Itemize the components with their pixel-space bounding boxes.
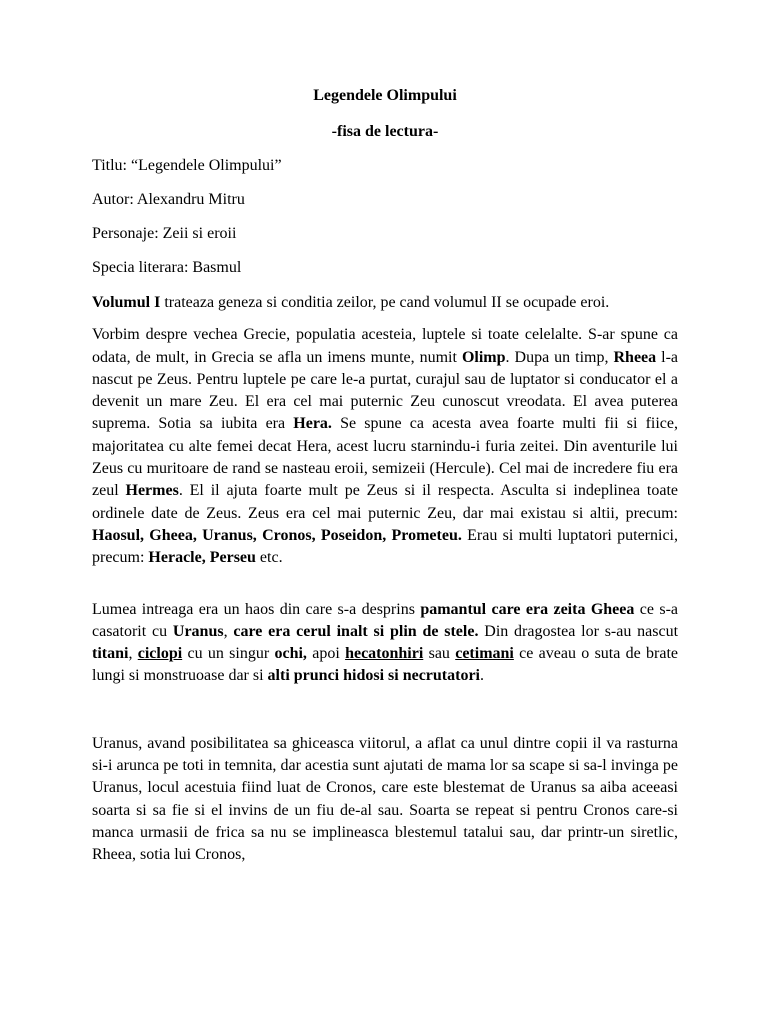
text-run: sau bbox=[423, 645, 456, 663]
paragraph-chaos-gheea bbox=[92, 599, 678, 688]
text-run: l-a nascut pe Zeus. Pentru luptele pe care le-a purtat, curajul sau de luptator si conducator el a devenit un mare Zeu. El era cel mai puternic Zeu cunoscut vreodata. El avea puterea suprema. Sotia sa iubita era bbox=[92, 348, 679, 433]
emphasized-text: Haosul, Gheea, Uranus, Cronos, Poseidon, Prometeu. bbox=[92, 526, 462, 544]
paragraph-uranus-cronos bbox=[92, 733, 678, 867]
paragraph-volume-intro bbox=[92, 292, 678, 314]
text-run: ce aveau o suta de brate lungi si monstruoase dar si bbox=[92, 645, 679, 685]
meta-author-line: Autor: Alexandru Mitru bbox=[92, 191, 245, 208]
text-run: cu un singur bbox=[182, 645, 275, 663]
text-run: apoi bbox=[306, 645, 346, 663]
text-run: Vorbim despre vechea Grecie, populatia acesteia, luptele si toate celelalte. S-ar spune ca odata, de mult, in Grecia se afla un imens munte, numit bbox=[92, 326, 678, 366]
emphasized-text: Olimp bbox=[461, 348, 506, 366]
text-run: Uranus, avand posibilitatea sa ghiceasca viitorul, a aflat ca unul dintre copii il va rasturna si-i arunca pe toti in temnita, dar acestia sunt ajutati de mama lor sa scape si sa-l invinga pe Uranus, locul acestuia fiind luat de Cronos, care este blestemat de Uranus sa aiba aceeasi soarta si sa fie si el invins de un fiu de-al sau. Soarta se repeat si pentru Cronos care-si manca urmasii de frica sa nu se implineasca blestemul tatalui sau, dar printr-un siretlic, Rheea, sotia lui Cronos, bbox=[92, 734, 678, 864]
emphasized-text: Volumul I bbox=[92, 294, 161, 311]
text-run: ce s-a casatorit cu bbox=[92, 600, 679, 640]
text-run: etc. bbox=[255, 549, 283, 567]
emphasized-text: Hermes bbox=[125, 482, 179, 500]
text-run: . bbox=[480, 667, 484, 685]
meta-title-line: Titlu: “Legendele Olimpului” bbox=[92, 157, 282, 174]
text-run: . El il ajuta foarte mult pe Zeus si il respecta. Asculta si indeplinea toate ordinele date de Zeus. Zeus era cel mai puternic Zeu, dar mai existau si altii, precum: bbox=[92, 482, 678, 522]
text-run: Se spune ca acesta avea foarte multi fii si fiice, majoritatea cu alte femei decat Hera, acest lucru starnindu-i furia zeitei. Din aventurile lui Zeus cu muritoare de rand se nasteau eroii, semizeii (Hercule). Cel mai de incredere fiu era zeul bbox=[92, 415, 679, 500]
emphasized-text: Hera. bbox=[293, 415, 332, 433]
document-title: Legendele Olimpului bbox=[313, 87, 457, 104]
text-run: trateaza geneza si conditia zeilor, pe cand volumul II se ocupade eroi. bbox=[160, 294, 610, 311]
document-subtitle: -fisa de lectura- bbox=[331, 123, 439, 140]
emphasized-text: Uranus bbox=[172, 622, 224, 640]
emphasized-text: hecatonhiri bbox=[345, 645, 424, 663]
emphasized-text: care era cerul inalt si plin de stele. bbox=[233, 622, 479, 640]
meta-characters-line: Personaje: Zeii si eroii bbox=[92, 225, 237, 242]
emphasized-text: ciclopi bbox=[137, 645, 183, 663]
text-run: Lumea intreaga era un haos din care s-a desprins bbox=[92, 600, 421, 618]
emphasized-text: Heracle, Perseu bbox=[148, 549, 256, 567]
emphasized-text: titani bbox=[92, 645, 129, 663]
emphasized-text: ochi, bbox=[274, 645, 307, 663]
text-run: Erau si multi luptatori puternici, precum: bbox=[92, 526, 679, 567]
text-run: , bbox=[128, 645, 138, 663]
emphasized-text: cetimani bbox=[455, 645, 514, 663]
text-run: Din dragostea lor s-au nascut bbox=[478, 622, 679, 640]
paragraph-greece-zeus bbox=[92, 324, 678, 569]
emphasized-text: alti prunci hidosi si necrutatori bbox=[267, 667, 480, 685]
text-run: . Dupa un timp, bbox=[505, 348, 614, 366]
emphasized-text: pamantul care era zeita Gheea bbox=[420, 600, 635, 618]
emphasized-text: Rheea bbox=[613, 348, 657, 366]
meta-genre-line: Specia literara: Basmul bbox=[92, 259, 242, 276]
text-run: , bbox=[223, 622, 234, 640]
